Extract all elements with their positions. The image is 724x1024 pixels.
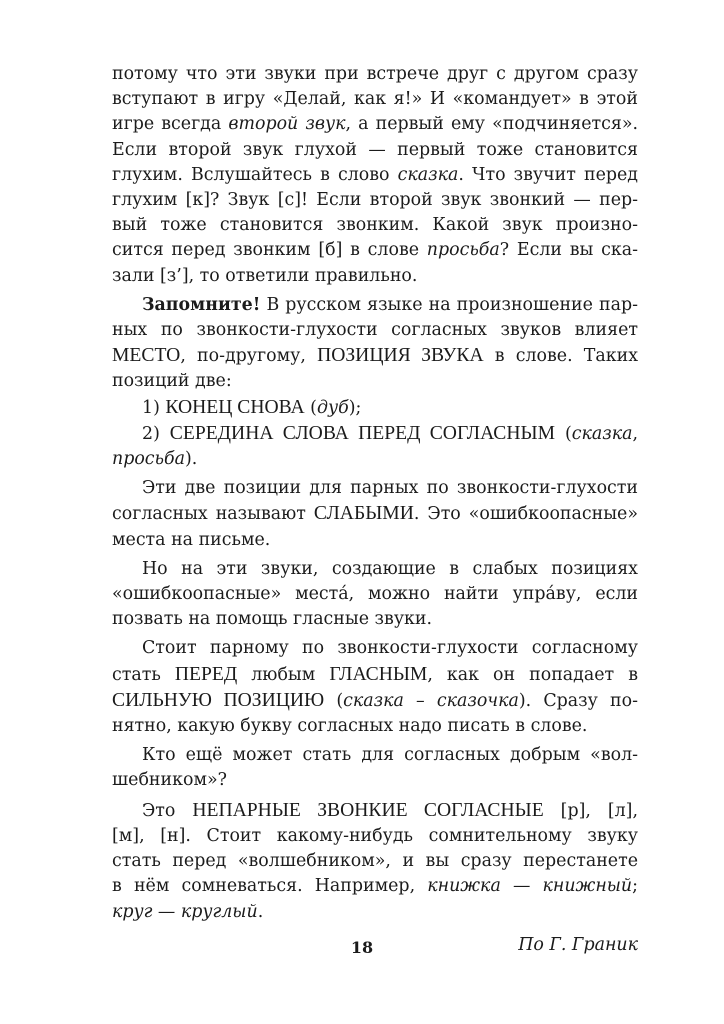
text-line: Кто ещё может стать для согласных добрым «вол- [142, 745, 638, 766]
text-line: Стоит парному по звонкости-глухости согласному [142, 638, 638, 659]
text-line: глухим [к]? Звук [с]! Если второй звук звонкий — пер- [112, 190, 638, 211]
text-line: «ошибкоопасные» места́, можно найти упра́ву, если [112, 584, 638, 605]
text-line: 1) КОНЕЦ СНОВА (дуб); [142, 396, 362, 418]
text-line: просьба). [112, 449, 198, 470]
text-line: позиций две: [112, 371, 232, 392]
text-line: потому что эти звуки при встрече друг с другом сразу [112, 64, 638, 84]
text-line: вый тоже становится звонким. Какой звук произно- [112, 215, 638, 236]
text-line: МЕСТО, по-другому, ПОЗИЦИЯ ЗВУКА в слове. Таких [112, 345, 639, 367]
page-number: 18 [350, 938, 374, 957]
text-line: 2) СЕРЕДИНА СЛОВА ПЕРЕД СОГЛАСНЫМ (сказка, [142, 422, 638, 444]
text-line: нятно, какую букву согласных надо писать в слове. [112, 716, 588, 737]
text-line: Запомните! В русском языке на произношение пар- [142, 294, 638, 315]
text-line: Но на эти звуки, создающие в слабых позициях [142, 558, 638, 579]
text-line: позвать на помощь гласные звуки. [112, 609, 433, 630]
text-line: [м], [н]. Стоит какому-нибудь сомнительному звуку [112, 825, 638, 846]
text-line: вступают в игру «Делай, как я!» И «командует» в этой [112, 89, 638, 110]
text-line: круг — круглый. [112, 901, 264, 922]
text-line: шебником»? [112, 770, 227, 791]
text-line: ных по звонкости-глухости согласных звуков влияет [112, 320, 638, 341]
text-line: в нём сомневаться. Например, книжка — книжный; [112, 876, 638, 897]
text-line: стать перед «волшебником», и вы сразу перестанете [112, 851, 638, 872]
text-line: сится перед звонким [б] в слове просьба? Если вы ска- [112, 240, 638, 261]
text-line: зали [з’], то ответили правильно. [112, 265, 418, 286]
text-line: Это НЕПАРНЫЕ ЗВОНКИЕ СОГЛАСНЫЕ [р], [л], [142, 799, 638, 821]
text-line: стать ПЕРЕД любым ГЛАСНЫМ, как он попадает в [112, 663, 638, 685]
text-line: СИЛЬНУЮ ПОЗИЦИЮ (сказка – сказочка). Сразу по- [112, 689, 638, 711]
text-line: Если второй звук глухой — первый тоже становится [112, 139, 638, 160]
text-line: глухим. Вслушайтесь в слово сказка. Что звучит перед [112, 164, 638, 185]
text-line: согласных называют СЛАБЫМИ. Это «ошибкоопасные» [112, 503, 638, 525]
text-line: места на письме. [112, 529, 271, 550]
text-line: игре всегда второй звук, а первый ему «подчиняется». [112, 114, 638, 135]
text-line: Эти две позиции для парных по звонкости-глухости [142, 478, 638, 499]
page-body [112, 62, 638, 958]
author-attribution: По Г. Граник [518, 934, 638, 955]
